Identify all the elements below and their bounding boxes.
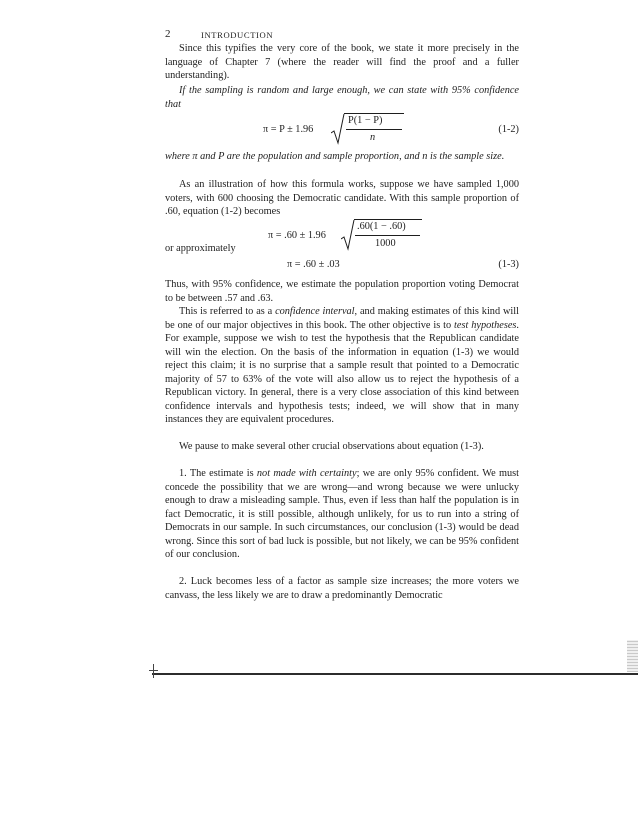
running-head: INTRODUCTION — [201, 30, 274, 40]
hypothesis-term: test hypotheses — [454, 319, 517, 331]
paragraph-point-1 — [165, 467, 519, 562]
page-number: 2 — [165, 28, 171, 40]
eq2-numerator: .60(1 − .60) — [357, 221, 406, 232]
paragraph-approx: or approximately — [165, 243, 236, 254]
ci-term: confidence interval — [275, 306, 355, 317]
paragraph-statement — [165, 84, 519, 111]
ci-text-1: This is referred to as a — [179, 306, 276, 317]
paragraph-observations: We pause to make several other crucial observations about equation (1-3). — [179, 441, 484, 452]
point1-emphasis: not made with certainty — [256, 468, 357, 479]
page-header — [165, 28, 525, 42]
sqrt-radical-icon — [331, 113, 345, 145]
eq1-label: (1-2) — [498, 124, 519, 135]
paragraph-illustration: As an illustration of how this formula works, suppose we have sampled 1,000 voters, with 600 choosing the Democratic candidate. With this sample proportion of .60, equation (1-2) becomes — [165, 179, 519, 217]
statement-text: If the sampling is random and large enough, we can state with 95% confidence that — [165, 85, 519, 110]
scan-margin-mark — [149, 670, 158, 671]
point1-text-1: 1. The estimate is — [179, 468, 257, 479]
ci-text-2: , and making estimates of this kind will be one of our major objectives in this book. The other objective is to — [165, 306, 519, 331]
eq1-numerator: P(1 − P) — [348, 115, 383, 126]
paragraph-confidence-interval — [165, 305, 519, 427]
eq1-fraction-bar — [346, 129, 402, 130]
paragraph-point-2: 2. Luck becomes less of a factor as sample size increases; the more voters we canvass, the less likely we are to draw a predominantly Democratic — [165, 576, 519, 601]
equation-1-2 — [165, 112, 519, 148]
eq1-denominator: n — [370, 132, 376, 143]
paragraph-definitions — [165, 150, 519, 164]
eq2-radical-bar — [354, 219, 422, 220]
equation-1-3 — [165, 258, 519, 274]
definitions-text: where π and P are the population and sample proportion, and n is the sample size. — [165, 151, 505, 162]
eq3-text: π = .60 ± .03 — [287, 259, 340, 270]
eq2-lhs: π = .60 ± 1.96 — [268, 230, 326, 241]
book-binding-edge — [627, 640, 638, 672]
paragraph-intro: Since this typifies the very core of the book, we state it more precisely in the language of Chapter 7 (where the reader will find the proof and a fuller understanding). — [165, 43, 519, 81]
ci-text-3: . For example, suppose we wish to test the hypothesis that the Republican candidate will win the election. On the basis of the information in equation (1-3) we would reject this claim; it is no surprise that a sample result that pointed to a Democratic majority of 57 to 63% of the vote will also allow us to reject the hypothesis of a Republican victory. In general, there is a very close association of this kind between confidence intervals and hypothesis tests; indeed, we will show that in many instances they are equivalent procedures. — [165, 319, 519, 425]
scan-margin-mark — [153, 664, 154, 678]
eq2-fraction-bar — [355, 235, 420, 236]
eq2-denominator: 1000 — [375, 238, 396, 249]
eq3-label: (1-3) — [498, 259, 519, 270]
eq1-radical-bar — [344, 113, 404, 114]
point1-text-2: ; we are only 95% confident. We must concede the possibility that we are wrong—and wrong because we were unlucky enough to draw a misleading sample. Thus, even if less than half the population is in fact Democratic, it is still possible, although unlikely, for us to run into a string of Democrats in our sample. In such circumstances, our conclusion (1-3) would be dead wrong. Since this sort of bad luck is possible, but not likely, we can be 95% confident of our conclusion. — [165, 468, 519, 560]
eq1-lhs: π = P ± 1.96 — [263, 124, 314, 135]
paragraph-conclusion: Thus, with 95% confidence, we estimate the population proportion voting Democrat to be between .57 and .63. — [165, 279, 519, 304]
page-bottom-edge — [152, 673, 638, 675]
